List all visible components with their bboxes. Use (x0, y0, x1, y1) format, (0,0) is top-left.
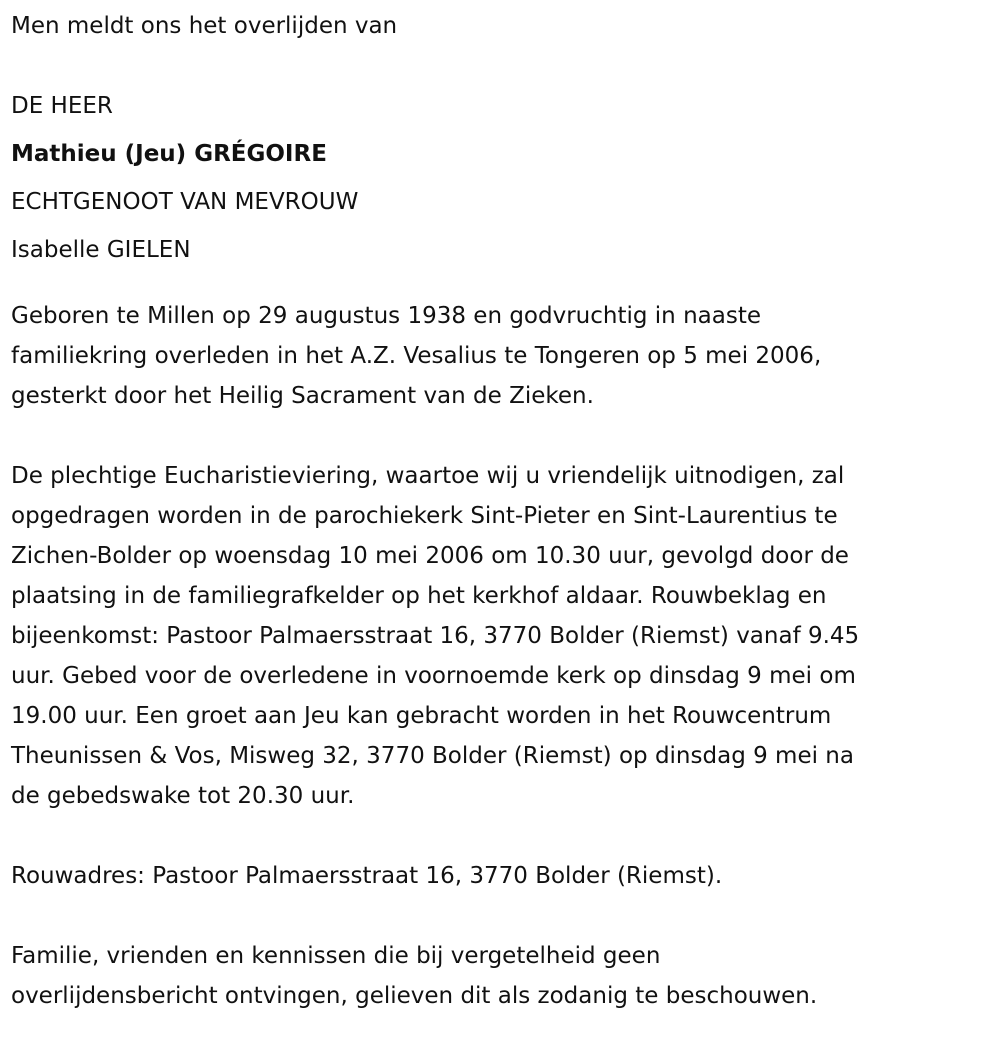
service-line: bijeenkomst: Pastoor Palmaersstraat 16, 3770 Bolder (Riemst) vanaf 9.45 (11, 623, 860, 649)
birth-line: gesterkt door het Heilig Sacrament van de Zieken. (11, 383, 594, 409)
family-line: Familie, vrienden en kennissen die bij vergetelheid geen (11, 943, 661, 969)
intro-text: Men meldt ons het overlijden van (11, 13, 398, 39)
family-paragraph (11, 936, 996, 1016)
service-line: De plechtige Eucharistieviering, waartoe wij u vriendelijk uitnodigen, zal (11, 463, 845, 489)
service-paragraph (11, 456, 996, 816)
honorific: DE HEER (11, 93, 113, 119)
service-line: de gebedswake tot 20.30 uur. (11, 783, 355, 809)
death-notice (11, 0, 996, 1016)
family-line: overlijdensbericht ontvingen, gelieven dit als zodanig te beschouwen. (11, 983, 818, 1009)
service-line: plaatsing in de familiegrafkelder op het kerkhof aldaar. Rouwbeklag en (11, 583, 827, 609)
service-line: opgedragen worden in de parochiekerk Sint-Pieter en Sint-Laurentius te (11, 503, 838, 529)
birth-line: familiekring overleden in het A.Z. Vesalius te Tongeren op 5 mei 2006, (11, 343, 822, 369)
spouse-name: Isabelle GIELEN (11, 237, 191, 263)
deceased-name: Mathieu (Jeu) GRÉGOIRE (11, 141, 327, 167)
service-line: Zichen-Bolder op woensdag 10 mei 2006 om 10.30 uur, gevolgd door de (11, 543, 849, 569)
service-line: Theunissen & Vos, Misweg 32, 3770 Bolder (Riemst) op dinsdag 9 mei na (11, 743, 854, 769)
address-paragraph (11, 856, 996, 896)
birth-line: Geboren te Millen op 29 augustus 1938 en godvruchtig in naaste (11, 303, 761, 329)
service-line: 19.00 uur. Een groet aan Jeu kan gebracht worden in het Rouwcentrum (11, 703, 832, 729)
birth-paragraph (11, 296, 996, 416)
relation-label: ECHTGENOOT VAN MEVROUW (11, 189, 359, 215)
service-line: uur. Gebed voor de overledene in voornoemde kerk op dinsdag 9 mei om (11, 663, 856, 689)
address-line: Rouwadres: Pastoor Palmaersstraat 16, 3770 Bolder (Riemst). (11, 863, 723, 889)
